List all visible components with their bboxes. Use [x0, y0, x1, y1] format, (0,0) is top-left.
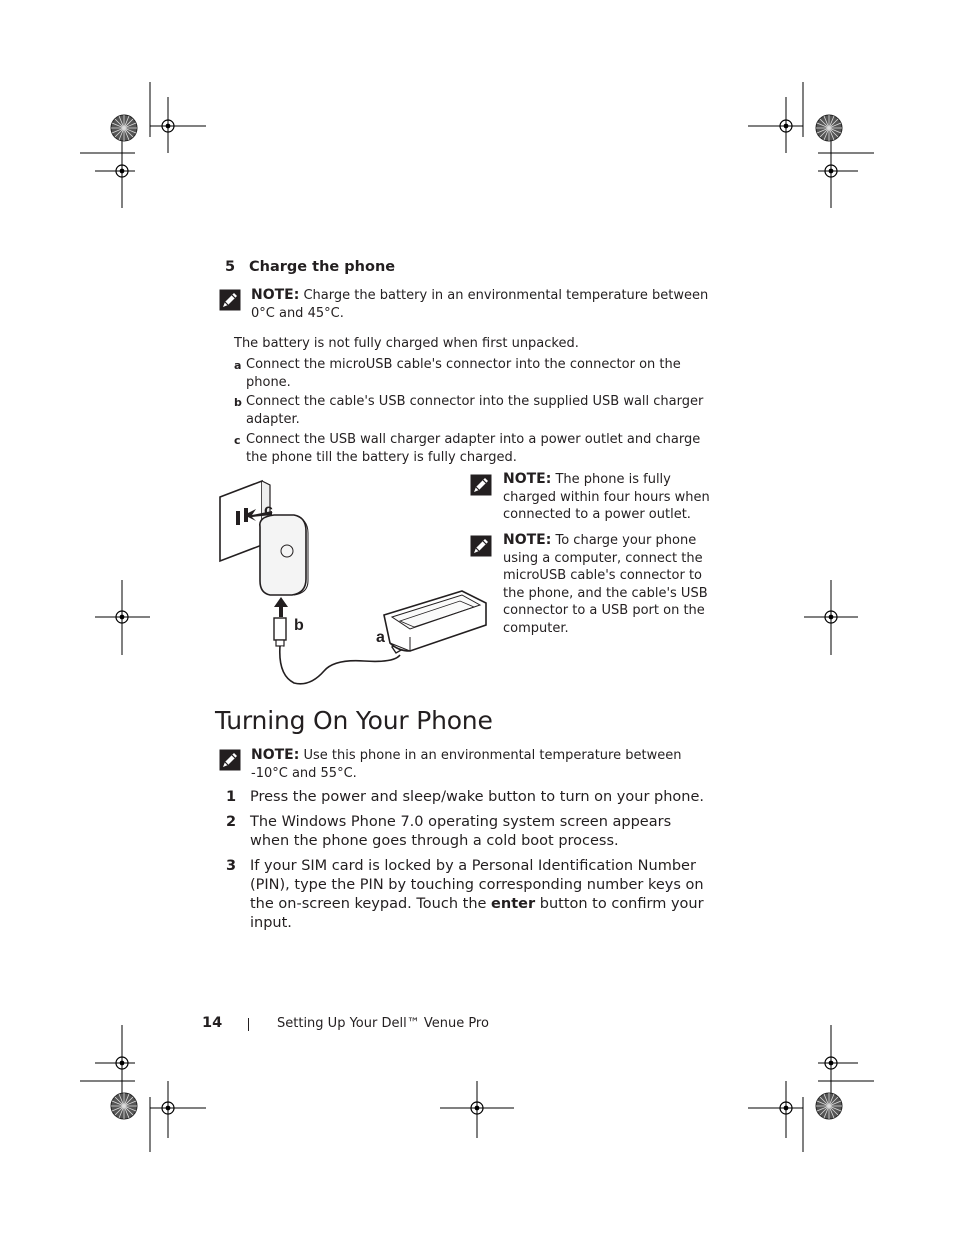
charging-illustration	[214, 475, 489, 690]
section-title: Turning On Your Phone	[215, 706, 493, 735]
note-temperature: NOTE: Charge the battery in an environmental temperature between 0°C and 45°C.	[251, 287, 709, 321]
substep-a: a Connect the microUSB cable's connector into the connector on the phone.	[234, 357, 681, 390]
footer-divider	[248, 1018, 249, 1031]
battery-text: The battery is not fully charged when first unpacked.	[234, 336, 579, 351]
figure-label-c: c	[264, 502, 273, 519]
note-pencil-icon	[470, 474, 492, 496]
substep-c: c Connect the USB wall charger adapter into a power outlet and charge the phone till the battery is fully charged.	[234, 432, 701, 465]
list-item: 2 The Windows Phone 7.0 operating system screen appears when the phone goes through a cold boot process.	[226, 814, 672, 849]
substep-b: b Connect the cable's USB connector into the supplied USB wall charger adapter.	[234, 394, 704, 427]
page-number: 14	[202, 1015, 223, 1031]
note-operating-temperature: NOTE: Use this phone in an environmental temperature between -10°C and 55°C.	[251, 747, 682, 781]
note-pencil-icon	[219, 289, 241, 311]
note-pencil-icon	[470, 535, 492, 557]
figure-label-a: a	[376, 629, 385, 646]
enter-keyword: enter	[491, 896, 536, 912]
note-pencil-icon	[219, 749, 241, 771]
figure-label-b: b	[294, 617, 304, 634]
note-charge-time: NOTE: The phone is fully charged within four hours when connected to a power outlet.	[503, 471, 710, 522]
footer-title: Setting Up Your Dell™ Venue Pro	[277, 1016, 489, 1031]
step-number: 5	[225, 259, 236, 275]
step-heading	[225, 259, 395, 275]
note-computer-charge: NOTE: To charge your phone using a computer, connect the microUSB cable's connector to the phone, and the cable's USB connector to a USB port on the computer.	[503, 532, 708, 636]
step-title: Charge the phone	[249, 259, 396, 275]
list-item: 1 Press the power and sleep/wake button to turn on your phone.	[226, 789, 705, 805]
list-item: 3 If your SIM card is locked by a Personal Identification Number (PIN), type the PIN by touching corresponding number keys on the on-screen keypad. Touch the enter button to confirm your input.	[226, 858, 704, 931]
